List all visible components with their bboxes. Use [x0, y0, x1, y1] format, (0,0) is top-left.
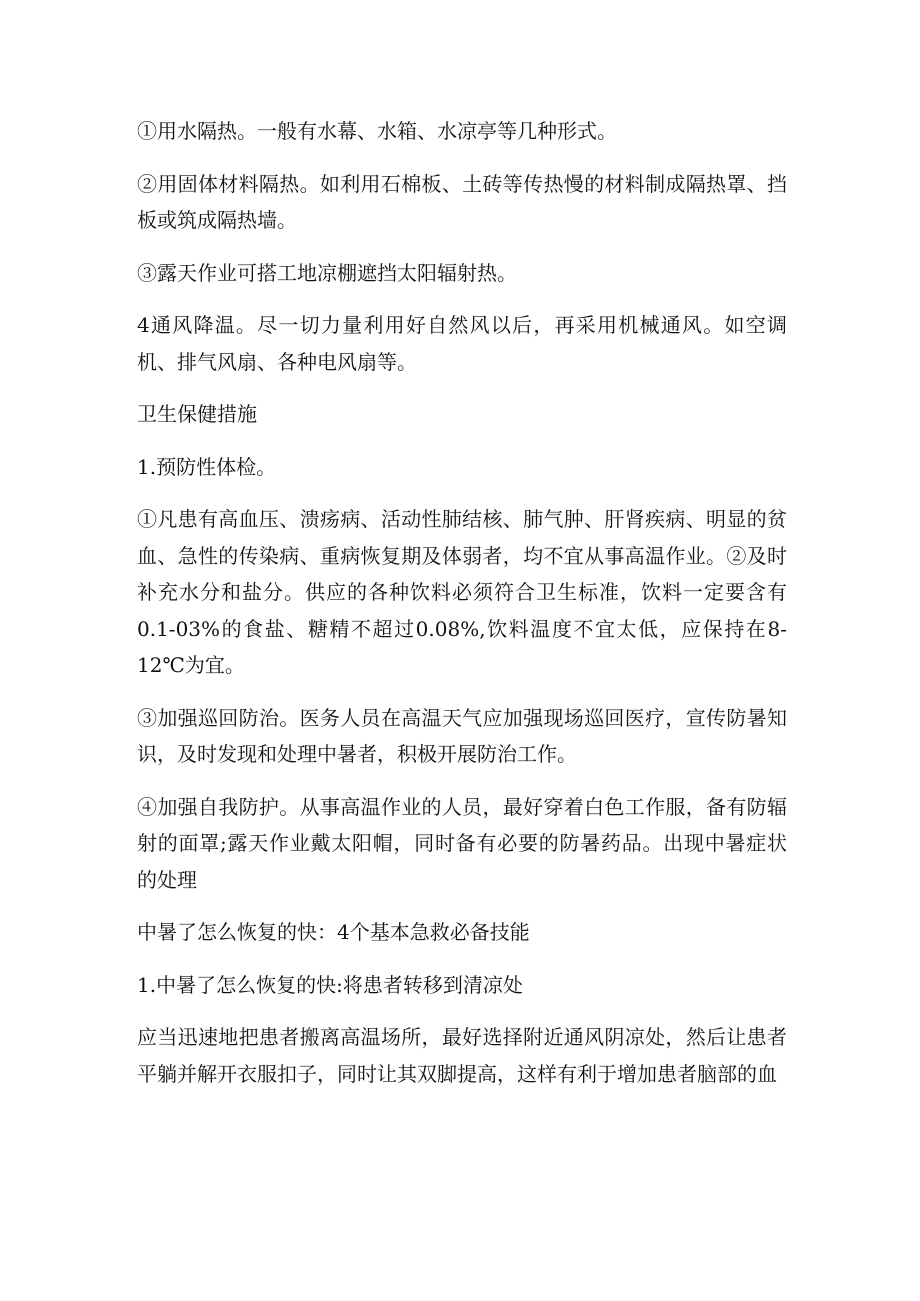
paragraph — [137, 113, 787, 150]
text-line: 12℃为宜。 — [137, 653, 245, 677]
text-line: ①用水隔热。一般有水幕、水箱、水凉亭等几种形式。 — [137, 119, 617, 143]
text-line: 卫生保健措施 — [137, 402, 257, 426]
paragraph — [137, 789, 787, 899]
text-line: ③露天作业可搭工地凉棚遮挡太阳辐射热。 — [137, 260, 517, 285]
text-line: 机、排气风扇、各种电风扇等。 — [137, 349, 417, 374]
text-line: ④加强自我防护。从事高温作业的人员，最好穿着白色工作服，备有防辐 — [137, 794, 787, 819]
paragraph — [137, 700, 787, 773]
text-line: 4通风降温。尽一切力量利用好自然风以后，再采用机械通风。如空调 — [137, 313, 787, 337]
paragraph — [137, 307, 787, 380]
paragraph — [137, 396, 787, 433]
paragraph — [137, 914, 787, 951]
paragraph — [137, 449, 787, 486]
paragraph — [137, 1019, 787, 1092]
text-line: 1.预防性体检。 — [137, 454, 277, 479]
text-line: 识，及时发现和处理中暑者，积极开展防治工作。 — [137, 742, 577, 766]
text-line: 补充水分和盐分。供应的各种饮料必须符合卫生标准，饮料一定要含有 — [137, 580, 787, 604]
text-line: ③加强巡回防治。医务人员在高温天气应加强现场巡回医疗，宣传防暑知 — [137, 705, 787, 730]
text-line: ①凡患有高血压、溃疡病、活动性肺结核、肺气肿、肝肾疾病、明显的贫 — [137, 507, 787, 531]
text-line: 1.中暑了怎么恢复的快:将患者转移到清凉处 — [137, 972, 523, 997]
paragraph — [137, 501, 787, 684]
text-line: 板或筑成隔热墙。 — [137, 208, 297, 232]
text-line: 射的面罩;露天作业戴太阳帽，同时备有必要的防暑药品。出现中暑症状 — [137, 831, 787, 855]
text-line: 血、急性的传染病、重病恢复期及体弱者，均不宜从事高温作业。②及时 — [137, 543, 787, 568]
text-line: 的处理 — [137, 867, 197, 892]
text-line: 应当迅速地把患者搬离高温场所，最好选择附近通风阴凉处，然后让患者 — [137, 1025, 787, 1049]
text-line: 中暑了怎么恢复的快：4个基本急救必备技能 — [137, 920, 530, 944]
paragraph — [137, 967, 787, 1004]
document-body — [137, 113, 787, 1108]
text-line: 0.1-03%的食盐、糖精不超过0.08%,饮料温度不宜太低，应保持在8- — [137, 616, 787, 641]
text-line: 平躺并解开衣服扣子，同时让其双脚提高，这样有利于增加患者脑部的血 — [137, 1061, 777, 1086]
paragraph — [137, 166, 787, 239]
paragraph — [137, 255, 787, 292]
text-line: ②用固体材料隔热。如利用石棉板、土砖等传热慢的材料制成隔热罩、挡 — [137, 171, 787, 196]
